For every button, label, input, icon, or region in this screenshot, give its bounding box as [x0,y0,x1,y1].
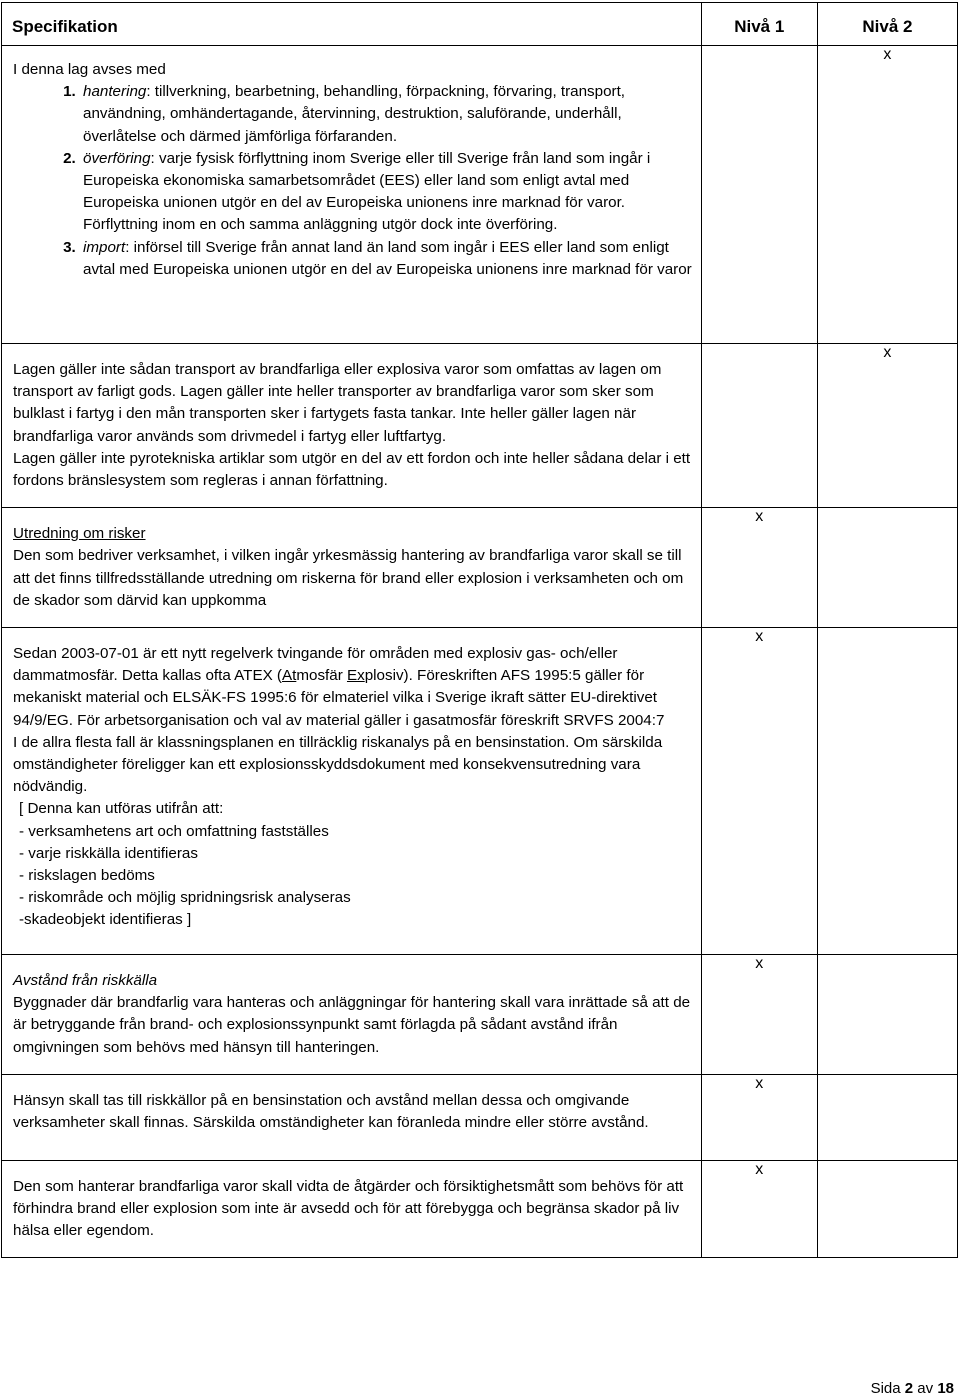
definitions-list [13,81,695,281]
list-item: 3. import: införsel till Sverige från annat land än land som ingår i EES eller land som enligt avtal med Europeiska unionen utgör en del av Europeiska unionens inre marknad för varor [80,237,695,281]
specification-table [1,2,958,1258]
spec-cell [2,1074,702,1160]
table-row [2,508,958,628]
list-item: 1. hantering: tillverkning, bearbetning, behandling, förpackning, förvaring, transport, användning, omhändertagande, återvinning, destruktion, saluförande, underhåll, överlåtelse och därmed jämförliga förfaranden. [80,81,695,148]
spec-cell [2,508,702,628]
page-number: Sida 2 av 18 [870,1380,954,1397]
header-level1: Nivå 1 [701,3,817,46]
list-item: -skadeobjekt identifieras ] [19,911,192,929]
level2-mark: x [817,46,957,344]
header-spec: Specifikation [2,3,702,46]
level2-mark [817,628,957,955]
paragraph: Lagen gäller inte pyrotekniska artiklar som utgör en del av ett fordon och inte heller sådana delar i ett fordons bränslesystem som regleras i annan författning. [13,449,691,490]
level1-mark: x [701,1160,817,1258]
header-level2: Nivå 2 [817,3,957,46]
level2-mark [817,508,957,628]
table-row [2,46,958,344]
table-row [2,628,958,955]
level1-mark: x [701,955,817,1075]
header-row [2,3,958,46]
list-item: 2. överföring: varje fysisk förflyttning inom Sverige eller till Sverige från land som ingår i Europeiska ekonomiska samarbetsområdet (EES) eller land som enligt avtal med Europeiska unionen utgör en del av Europeiska unionens inre marknad för varor. Förflyttning inom en och samma anläggning utgör dock inte överföring. [80,148,695,237]
list-item: - riskslagen bedöms [19,867,155,885]
paragraph: Byggnader där brandfarlig vara hanteras och anläggningar för hantering skall vara inrättade så att de är betryggande från brand- och explosionssynpunkt samt förlagda på sådant avstånd ifrån omgivningen som behövs med hänsyn till hanteringen. [13,994,691,1056]
level2-mark [817,1074,957,1160]
level1-mark: x [701,1074,817,1160]
level1-mark: x [701,508,817,628]
list-item: - varje riskkälla identifieras [19,844,198,862]
paragraph: Den som hanterar brandfarliga varor skall vidta de åtgärder och försiktighetsmått som behövs för att förhindra brand eller explosion som inte är avsedd och för att förebygga och begränsa skador på liv hälsa eller egendom. [13,1177,684,1240]
paragraph: Lagen gäller inte sådan transport av brandfarliga eller explosiva varor som omfattas av lagen om transport av farligt gods. Lagen gäller inte heller transporter av brandfarliga varor som sker som bulklast i fartyg i den mån transporten sker i fartygets fasta tankar. Inte heller gäller lagen när brandfarliga varor används som drivmedel i fartyg eller luftfartyg. [13,361,662,445]
section-heading: Avstånd från riskkälla [13,972,158,990]
level2-mark [817,1160,957,1258]
spec-cell [2,628,702,955]
list-item: [ Denna kan utföras utifrån att: [19,800,224,818]
table-row [2,1074,958,1160]
paragraph: Den som bedriver verksamhet, i vilken ingår yrkesmässig hantering av brandfarliga varor skall se till att det finns tillfredsställande utredning om riskerna för brand eller explosion i verksamheten och om de skador som därvid kan uppkomma [13,547,684,609]
definitions-intro: I denna lag avses med [13,61,166,78]
level1-mark: x [701,628,817,955]
table-row [2,955,958,1075]
list-item: - verksamhetens art och omfattning fastställes [19,822,329,840]
spec-cell [2,46,702,344]
section-heading: Utredning om risker [13,525,146,543]
spec-cell [2,955,702,1075]
level1-mark [701,46,817,344]
table-row [2,1160,958,1258]
level2-mark: x [817,344,957,508]
spec-cell [2,344,702,508]
list-item: - riskområde och möjlig spridningsrisk analyseras [19,889,351,907]
paragraph: I de allra flesta fall är klassningsplanen en tillräcklig riskanalys på en bensinstation. Om särskilda omständigheter föreligger kan ett explosionsskyddsdokument med konsekvensutredning vara nödvändig. [13,733,663,796]
level2-mark [817,955,957,1075]
paragraph: Hänsyn skall tas till riskkällor på en bensinstation och avstånd mellan dessa och omgivande verksamheter skall finnas. Särskilda omständigheter kan föranleda mindre eller större avstånd. [13,1091,649,1132]
table-row [2,344,958,508]
spec-cell [2,1160,702,1258]
level1-mark [701,344,817,508]
paragraph: Sedan 2003-07-01 är ett nytt regelverk tvingande för områden med explosiv gas- och/eller dammatmosfär. Detta kallas ofta ATEX (Atmosfär Explosiv). Föreskriften AFS 1995:5 gäller för mekaniskt material och ELSÄK-FS 1995:6 för elmateriel vilka i Sverige ikraft sätter EU-direktivet 94/9/EG. För arbetsorganisation och val av material gäller i gasatmosfär föreskrift SRVFS 2004:7 [13,645,665,729]
